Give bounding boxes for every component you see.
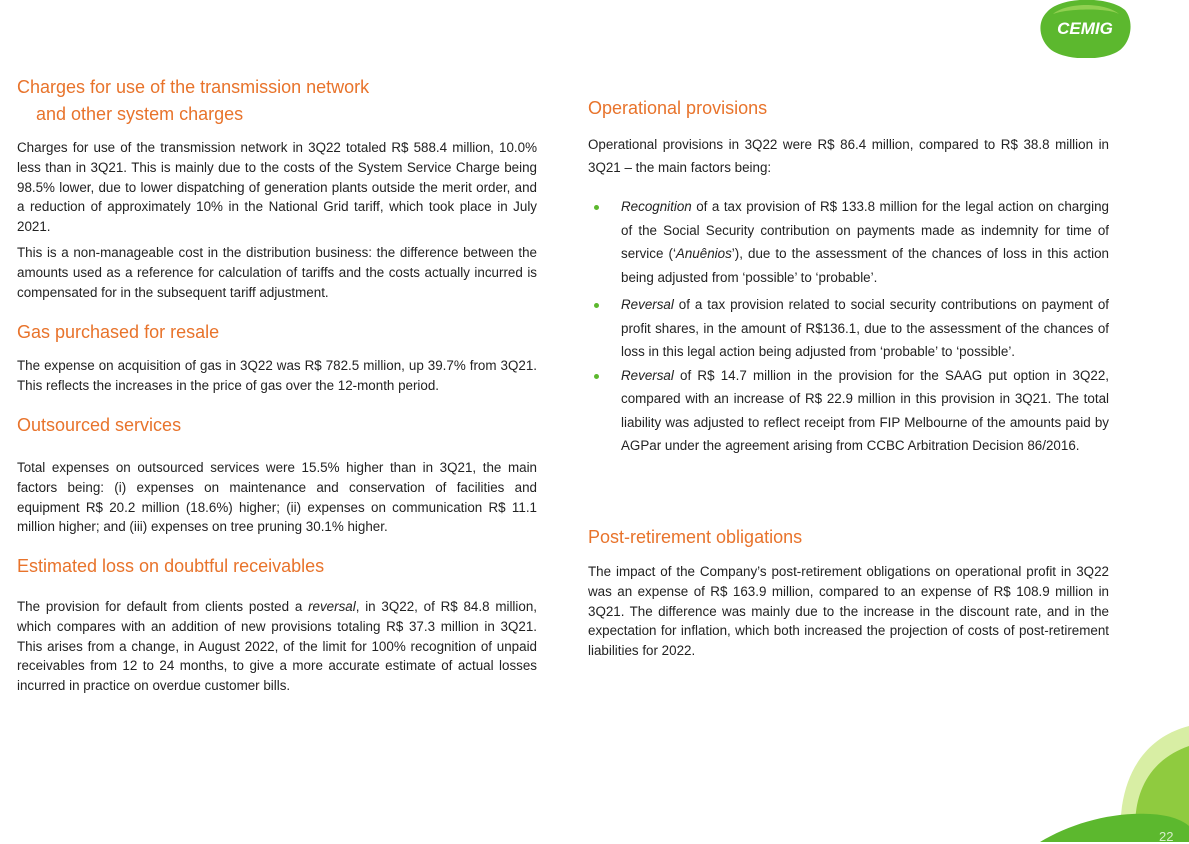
bullet-icon — [594, 205, 599, 210]
heading-transmission-line2: and other system charges — [36, 104, 244, 124]
operational-bullet-list — [588, 195, 1109, 458]
decorative-green-corner — [1040, 716, 1189, 842]
heading-transmission — [17, 74, 537, 128]
list-item — [588, 293, 1109, 364]
bullet-1-text-b: ’), due to the assessment of the chances of loss in this action being adjusted from ‘possible’ to ‘probable’. — [621, 246, 1109, 285]
heading-outsourced-services: Outsourced services — [17, 415, 182, 435]
bullet-1-emphasis: Recognition — [621, 199, 692, 214]
cemig-logo — [1039, 0, 1131, 58]
outsourced-paragraph: Total expenses on outsourced services were 15.5% higher than in 3Q21, the main factors being: (i) expenses on maintenance and conservation of facilities and equipment R$ 20.2 million (18.6%) higher; (ii) expenses on communication R$ 11.1 million higher; and (iii) expenses on tree pruning 30.1% higher. — [17, 460, 537, 535]
doubtful-text-b: , in 3Q22, of R$ 84.8 million, which compares with an addition of new provisions totaling R$ 37.3 million in 3Q21. This arises from a change, in August 2022, of the limit for 100% recognition of unpaid receivables from 12 to 24 months, to give a more accurate estimate of actual losses incurred in practice on overdue customer bills. — [17, 599, 537, 694]
bullet-icon — [594, 374, 599, 379]
heading-doubtful-receivables: Estimated loss on doubtful receivables — [17, 556, 325, 576]
list-item — [588, 364, 1109, 458]
logo-text: CEMIG — [1057, 19, 1113, 38]
doubtful-text-a: The provision for default from clients posted a — [17, 599, 309, 614]
doubtful-text-emphasis: reversal — [308, 599, 356, 614]
doubtful-paragraph — [17, 597, 537, 696]
transmission-paragraph-2: This is a non-manageable cost in the distribution business: the difference between the amounts used as a reference for calculation of tariffs and the costs actually incurred is compensated for in the subsequent tariff adjustment. — [17, 245, 537, 300]
heading-transmission-line1: Charges for use of the transmission network — [17, 77, 370, 97]
bullet-3-emphasis: Reversal — [621, 367, 674, 383]
transmission-paragraph-1: Charges for use of the transmission network in 3Q22 totaled R$ 588.4 million, 10.0% less than in 3Q21. This is mainly due to the costs of the System Service Charge being 98.5% lower, due to lower dispatching of generation plants outside the merit order, and a reduction of approximately 10% in the National Grid tariff, which took place in July 2021. — [17, 140, 537, 235]
bullet-1-text-a: of a tax provision of R$ 133.8 million for the legal action on charging of the Social Security contribution on payments made as indemnity for time of service (‘ — [621, 199, 1109, 261]
heading-operational-provisions: Operational provisions — [588, 98, 768, 118]
page-number: 22 — [1159, 829, 1174, 844]
bullet-2-emphasis: Reversal — [621, 297, 674, 312]
gas-paragraph: The expense on acquisition of gas in 3Q22 was R$ 782.5 million, up 39.7% from 3Q21. This reflects the increases in the price of gas over the 12-month period. — [17, 358, 537, 393]
bullet-3-text: of R$ 14.7 million in the provision for the SAAG put option in 3Q22, compared with an increase of R$ 22.9 million in this provision in 3Q21. The total liability was adjusted to reflect receipt from FIP Melbourne of the amounts paid by AGPar under the agreement arising from CCBC Arbitration Decision 86/2016. — [621, 367, 1109, 453]
heading-post-retirement: Post-retirement obligations — [588, 527, 803, 547]
post-retirement-paragraph: The impact of the Company’s post-retirement obligations on operational profit in 3Q22 was an expense of R$ 163.9 million, compared to an expense of R$ 108.9 million in 3Q21. The difference was mainly due to the increase in the discount rate, and in the expectation for inflation, which both increased the projection of costs of post-retirement liabilities for 2022. — [588, 564, 1109, 659]
bullet-icon — [594, 303, 599, 308]
operational-intro: Operational provisions in 3Q22 were R$ 86.4 million, compared to R$ 38.8 million in 3Q21 – the main factors being: — [588, 137, 1109, 175]
list-item — [588, 195, 1109, 289]
heading-gas-purchased: Gas purchased for resale — [17, 322, 220, 342]
bullet-1-emphasis-2: Anuênios — [675, 246, 732, 261]
bullet-2-text: of a tax provision related to social security contributions on payment of profit shares, in the amount of R$136.1, due to the assessment of the chances of loss in this legal action being adjusted from ‘probable’ to ‘possible’. — [621, 297, 1109, 359]
